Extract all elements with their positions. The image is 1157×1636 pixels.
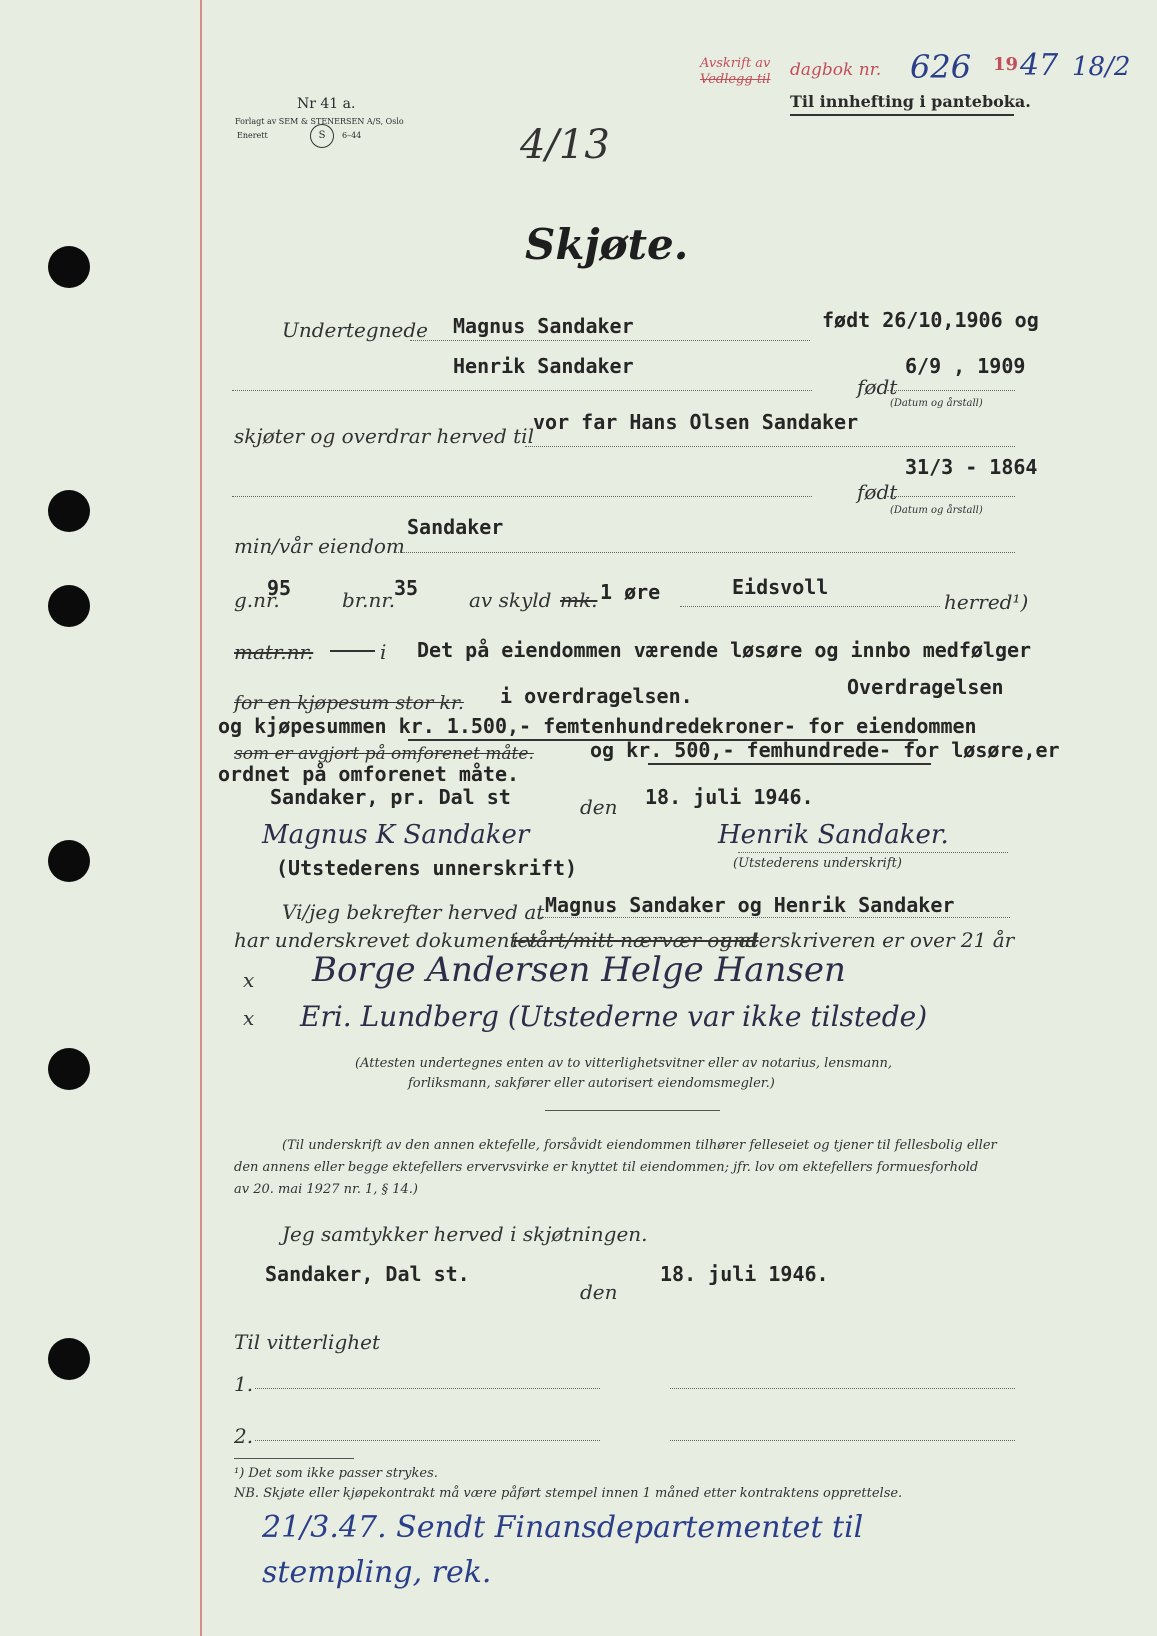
dotted-line — [255, 1388, 600, 1389]
publisher-logo-icon: S — [310, 124, 334, 148]
skyld-label: av skyld — [469, 588, 552, 612]
datum-note-2: (Datum og årstall) — [890, 505, 983, 516]
hand-note-2: stempling, rek. — [262, 1555, 492, 1590]
hand-note-1: 21/3.47. Sendt Finansdepartementet til — [262, 1510, 864, 1545]
eiendom-name: Sandaker — [407, 515, 504, 539]
dotted-line — [232, 390, 812, 391]
dotted-line — [680, 606, 940, 607]
red-margin-line — [200, 0, 202, 1636]
divider — [545, 1110, 720, 1111]
dotted-line — [670, 1440, 1015, 1441]
witness-mark: x — [243, 968, 255, 992]
person2-born-date: 6/9 , 1909 — [905, 354, 1026, 378]
til-innhefting: Til innhefting i panteboka. — [790, 92, 1031, 111]
witness-mark-2: x — [243, 1006, 255, 1030]
ordnet: ordnet på omforenet måte. — [218, 762, 520, 786]
punch-hole — [48, 490, 90, 532]
skjoter-label: skjøter og overdrar herved til — [234, 424, 534, 448]
dotted-line — [255, 1440, 600, 1441]
dotted-line — [738, 852, 1008, 853]
matr-struck: matr.nr. — [234, 640, 314, 664]
dagbok-number: 626 — [910, 48, 972, 86]
date2: 18. juli 1946. — [660, 1262, 829, 1286]
recipient-born: 31/3 - 1864 — [905, 455, 1038, 479]
witness1-signature: Borge Andersen Helge Hansen — [312, 950, 846, 990]
punch-hole — [48, 1338, 90, 1380]
som-er-struck: som er avgjort på omforenet måte. — [234, 744, 534, 764]
spouse-note-3: av 20. mai 1927 nr. 1, § 14.) — [234, 1182, 418, 1197]
folio-mark: 4/13 — [520, 122, 610, 168]
og-500: og kr. 500,- femhundrede- for løsøre,er — [590, 738, 1060, 762]
dotted-line — [395, 552, 1015, 553]
footnote-divider — [234, 1458, 354, 1459]
vi-bekrefter: Vi/jeg bekrefter herved at — [282, 900, 545, 924]
den-label: den — [580, 795, 618, 819]
skyld-value: 1 øre — [600, 580, 661, 604]
year-prefix: 19 — [993, 54, 1019, 75]
attest-note-2: forliksmann, sakfører eller autorisert eiendomsmegler.) — [408, 1076, 775, 1091]
edition-label: 6–44 — [342, 131, 362, 140]
attest-note-1: (Attesten undertegnes enten av to vitterlighetsvitner eller av notarius, lensmann, — [355, 1056, 893, 1071]
date1: 18. juli 1946. — [645, 785, 814, 809]
punch-hole — [48, 1048, 90, 1090]
den-label-2: den — [580, 1280, 618, 1304]
undertegnede-label: Undertegnede — [282, 318, 428, 342]
page-title: Skjøte. — [525, 220, 689, 269]
footnote-2: NB. Skjøte eller kjøpekontrakt må være påført stempel innen 1 måned etter kontraktens opprettelse. — [234, 1486, 903, 1501]
dotted-line — [540, 917, 1010, 918]
har-underskriveren: underskriveren er over 21 år — [720, 928, 1015, 952]
brnr-value: 35 — [394, 576, 419, 600]
date-note: 18/2 — [1072, 52, 1131, 82]
eiendom-label: min/vår eiendom — [234, 534, 405, 558]
herred-label: herred¹) — [944, 590, 1029, 614]
stamp-avskrift: Avskrift av — [700, 56, 771, 71]
har-struck: i vårt/mitt nærvær og at — [512, 928, 759, 952]
fodt-label-2: født — [857, 480, 898, 504]
gnr-label: g.nr. — [234, 588, 280, 612]
punch-hole — [48, 840, 90, 882]
dotted-line — [525, 446, 1015, 447]
har-underskrevet: har underskrevet dokumentet — [234, 928, 538, 952]
stamp-vedlegg: Vedlegg til — [700, 72, 771, 87]
vi-bekrefter-names: Magnus Sandaker og Henrik Sandaker — [545, 893, 955, 917]
kjopesum-struck: for en kjøpesum stor kr. — [234, 692, 464, 714]
spouse-note-2: den annens eller begge ektefellers ervervsvirke er knyttet til eiendommen; jfr. lov om ektefellers formuesforhold — [234, 1160, 979, 1175]
punch-hole — [48, 246, 90, 288]
spouse-note-1: (Til underskrift av den annen ektefelle, forsåvidt eiendommen tilhører felleseiet og tjener til fellesbolig eller — [282, 1138, 997, 1153]
dagbok-label: dagbok nr. — [790, 60, 882, 80]
place2: Sandaker, Dal st. — [265, 1262, 470, 1286]
overdragelsen-line: i overdragelsen. — [500, 684, 693, 708]
overdragelsen-right: Overdragelsen — [847, 675, 1004, 699]
dotted-line — [887, 390, 1015, 391]
signature-magnus: Magnus K Sandaker — [262, 820, 530, 850]
dotted-line — [410, 340, 810, 341]
datum-note: (Datum og årstall) — [890, 398, 983, 409]
vitness2-label: 2. — [234, 1424, 254, 1448]
place-date: Sandaker, pr. Dal st — [270, 785, 511, 809]
dotted-line — [670, 1388, 1015, 1389]
underline — [648, 763, 931, 765]
recipient-name: vor far Hans Olsen Sandaker — [533, 410, 859, 434]
person1-born: født 26/10,1906 og — [822, 308, 1039, 332]
matr-i: i — [380, 640, 387, 664]
strike-dash — [330, 650, 375, 652]
fodt-label: født — [857, 375, 898, 399]
punch-hole — [48, 585, 90, 627]
utsteder-printed: (Utstederens underskrift) — [733, 856, 902, 871]
utsteder-typed: (Utstederens unnerskrift) — [276, 856, 578, 880]
til-vitterlighet: Til vitterlighet — [234, 1330, 381, 1354]
skyld-struck: mk. — [560, 588, 598, 612]
til-innhefting-underline — [790, 114, 1014, 116]
person1-name: Magnus Sandaker — [453, 314, 634, 338]
dotted-line — [232, 496, 812, 497]
person2-name: Henrik Sandaker — [453, 354, 634, 378]
og-kjopesummen: og kjøpesummen kr. 1.500,- femtenhundredekroner- for eiendommen — [218, 714, 977, 738]
vitness1-label: 1. — [234, 1372, 254, 1396]
samtykke: Jeg samtykker herved i skjøtningen. — [282, 1222, 648, 1246]
signature-henrik: Henrik Sandaker. — [718, 820, 949, 850]
herred-name: Eidsvoll — [732, 575, 829, 599]
gnr-value: 95 — [267, 576, 292, 600]
year-suffix: 47 — [1020, 48, 1059, 83]
dotted-line — [887, 496, 1015, 497]
form-number: Nr 41 a. — [297, 96, 356, 112]
line-losore: Det på eiendommen værende løsøre og innbo medfølger — [417, 638, 1032, 662]
enerett-label: Enerett — [237, 131, 268, 140]
brnr-label: br.nr. — [342, 588, 396, 612]
witness2-signature: Eri. Lundberg (Utstederne var ikke tilstede) — [300, 1000, 928, 1033]
footnote-1: ¹) Det som ikke passer strykes. — [234, 1466, 438, 1481]
publisher-line: Forlagt av SEM & STENERSEN A/S, Oslo — [235, 117, 404, 126]
